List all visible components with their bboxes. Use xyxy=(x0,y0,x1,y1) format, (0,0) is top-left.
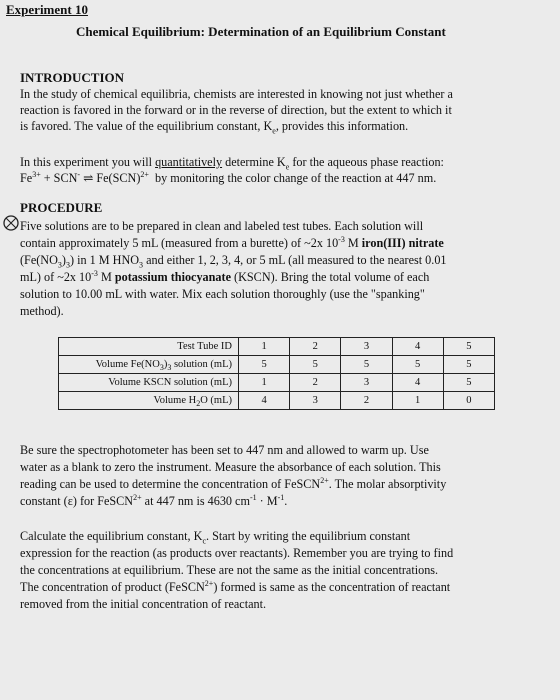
table-row xyxy=(59,374,495,392)
spectro-line-3: reading can be used to determine the concentration of FeSCN$^{2+}$. The molar absorptivity xyxy=(20,475,447,491)
table-cell: 5 xyxy=(443,374,494,392)
intro-line-3: is favored. The value of the equilibrium constant, $K_e$, provides this information. xyxy=(20,119,409,136)
table-row xyxy=(59,392,495,410)
calc-line-4: The concentration of product (FeSCN$^{2+}$) formed is same as the concentration of reactant xyxy=(20,578,451,594)
table-cell: 2 xyxy=(341,392,392,410)
table-cell: 2 xyxy=(290,374,341,392)
page-title: Chemical Equilibrium: Determination of an Equilibrium Constant xyxy=(76,24,446,39)
calc-line-3: the concentrations at equilibrium. These are not the same as the initial concentrations. xyxy=(20,563,439,577)
procedure-line-1: Five solutions are to be prepared in clean and labeled test tubes. Each solution will xyxy=(20,219,424,233)
procedure-line-2: contain approximately 5 mL (measured from a burette) of ~2x $10^{-3}$ M iron(III) nitrate xyxy=(20,234,444,250)
calc-line-2: expression for the reaction (as products over reactants). Remember you are trying to find xyxy=(20,546,454,560)
volume-table xyxy=(58,337,495,410)
row-label: Volume $Fe(NO_3)_3$ solution (mL) xyxy=(59,356,239,374)
row-label: Volume KSCN solution (mL) xyxy=(59,374,239,392)
procedure-line-3: $(Fe(NO_3)_3)$ in 1 M $HNO_3$ and either 1, 2, 3, 4, or 5 mL (all measured to the nearest 0.01 xyxy=(20,253,447,270)
procedure-line-6: method). xyxy=(20,304,64,318)
table-cell: 5 xyxy=(392,356,443,374)
experiment-label: Experiment 10 xyxy=(6,2,88,17)
row-label: Volume $H_2O$ (mL) xyxy=(59,392,239,410)
calc-line-5: removed from the initial concentration of reactant. xyxy=(20,597,267,611)
table-cell: 5 xyxy=(443,356,494,374)
table-cell: 4 xyxy=(239,392,290,410)
table-cell: 1 xyxy=(392,392,443,410)
calc-line-1: Calculate the equilibrium constant, $K_c$. Start by writing the equilibrium constant xyxy=(20,529,411,546)
table-cell: 2 xyxy=(290,338,341,356)
table-row xyxy=(59,338,495,356)
table-cell: 3 xyxy=(341,374,392,392)
row-label: Test Tube ID xyxy=(59,338,239,356)
table-cell: 0 xyxy=(443,392,494,410)
table-cell: 5 xyxy=(290,356,341,374)
experiment-line-1: In this experiment you will quantitatively determine $K_e$ for the aqueous phase reaction: xyxy=(20,155,444,172)
table-cell: 5 xyxy=(443,338,494,356)
procedure-heading: PROCEDURE xyxy=(20,200,103,215)
table-cell: 4 xyxy=(392,338,443,356)
table-cell: 5 xyxy=(341,356,392,374)
intro-line-2: reaction is favored in the forward or in the reverse of direction, but the extent to which it xyxy=(20,103,452,117)
procedure-line-4: mL) of ~2x $10^{-3}$ M potassium thiocyanate (KSCN). Bring the total volume of each xyxy=(20,268,430,284)
table-cell: 5 xyxy=(239,356,290,374)
table-cell: 3 xyxy=(290,392,341,410)
spectro-line-1: Be sure the spectrophotometer has been set to 447 nm and allowed to warm up. Use xyxy=(20,443,429,457)
table-cell: 4 xyxy=(392,374,443,392)
introduction-heading: INTRODUCTION xyxy=(20,70,125,85)
intro-line-1: In the study of chemical equilibria, chemists are interested in knowing not just whether a xyxy=(20,87,453,101)
table-row xyxy=(59,356,495,374)
procedure-line-5: solution to 10.00 mL with water. Mix each solution thoroughly (use the "spanking" xyxy=(20,287,425,301)
table-cell: 1 xyxy=(239,374,290,392)
pen-mark-icon xyxy=(2,214,20,232)
table-cell: 3 xyxy=(341,338,392,356)
spectro-line-2: water as a blank to zero the instrument. Measure the absorbance of each solution. This xyxy=(20,460,441,474)
table-cell: 1 xyxy=(239,338,290,356)
reaction-line: $Fe^{3+} + SCN^-$ ⇌ Fe(SCN)$^{2+}$ by monitoring the color change of the reaction at 447 nm. xyxy=(20,169,437,185)
spectro-line-4: constant (ε) for FeSCN$^{2+}$ at 447 nm is 4630 $cm^{-1} \cdot M^{-1}$. xyxy=(20,492,288,508)
